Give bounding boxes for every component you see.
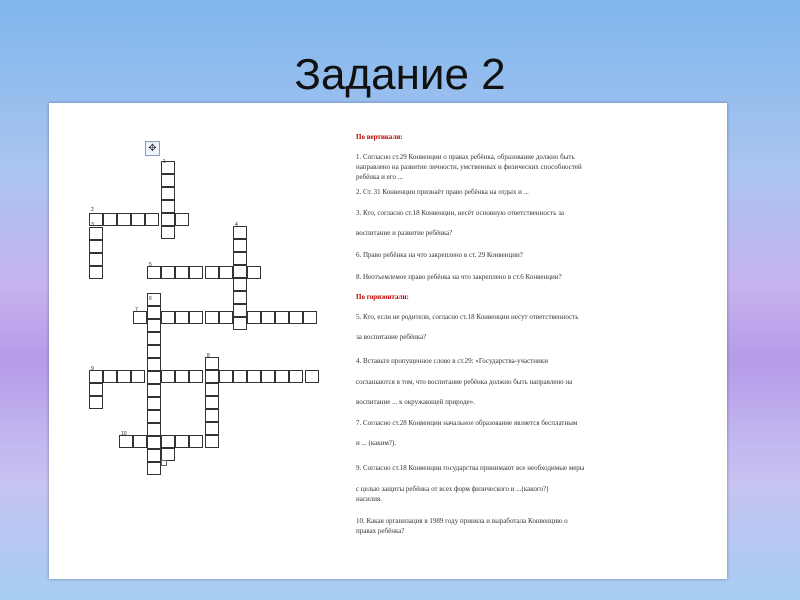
clue-number-label: 4 — [235, 222, 238, 228]
clue-number-label: 9 — [91, 366, 94, 372]
crossword-cell — [145, 213, 159, 226]
crossword-cell — [233, 304, 247, 317]
clue-text: 10. Какая организация в 1989 году приняла и выработала Конвенцию о — [356, 517, 568, 525]
crossword-cell — [205, 409, 219, 422]
crossword-cell — [233, 317, 247, 330]
move-icon[interactable]: ✥ — [145, 141, 160, 156]
crossword-cell — [189, 311, 203, 324]
clue-text: правах ребёнка? — [356, 527, 405, 535]
crossword-cell — [275, 370, 289, 383]
crossword-cell — [161, 200, 175, 213]
crossword-cell — [131, 213, 145, 226]
crossword-cell — [161, 174, 175, 187]
clue-text: насилия. — [356, 495, 382, 503]
clue-number-label: 3 — [91, 222, 94, 228]
crossword-cell — [175, 213, 189, 226]
crossword-cell — [205, 370, 219, 383]
crossword-cell — [261, 311, 275, 324]
clue-text: 7. Согласно ст.28 Конвенции начальное образование является бесплатным — [356, 419, 578, 427]
crossword-cell — [147, 384, 161, 397]
crossword-cell — [147, 345, 161, 358]
crossword-cell — [305, 370, 319, 383]
crossword-cell — [261, 370, 275, 383]
crossword-cell — [205, 311, 219, 324]
crossword-cell — [147, 410, 161, 423]
crossword-cell — [205, 435, 219, 448]
crossword-cell — [205, 422, 219, 435]
clue-text: 9. Согласно ст.18 Конвенции государства принимают все необходимые меры — [356, 464, 585, 472]
crossword-cell — [147, 332, 161, 345]
crossword-cell — [233, 370, 247, 383]
crossword-cell — [233, 291, 247, 304]
clue-number-label: 7 — [135, 307, 138, 313]
worksheet-image — [49, 103, 727, 579]
crossword-cell — [161, 266, 175, 279]
anchor-box — [161, 460, 167, 466]
crossword-cell — [147, 449, 161, 462]
clue-text: направлено на развитие личности, умственных и физических способностей — [356, 163, 582, 171]
crossword-cell — [89, 253, 103, 266]
crossword-cell — [189, 435, 203, 448]
clue-text: и ... (каким?). — [356, 439, 396, 447]
crossword-cell — [89, 240, 103, 253]
crossword-cell — [233, 265, 247, 278]
crossword-cell — [147, 319, 161, 332]
clue-section-heading: По вертикали: — [356, 133, 403, 141]
clue-text: 8. Неотъемлемое право ребёнка на что закреплено в ст.6 Конвенции? — [356, 273, 562, 281]
crossword-cell — [289, 370, 303, 383]
crossword-cell — [219, 370, 233, 383]
clue-text: 5. Кто, если не родители, согласно ст.18 Конвенции несут ответственность — [356, 313, 579, 321]
clue-text: 2. Ст. 31 Конвенции признаёт право ребёнка на отдых и ... — [356, 188, 529, 196]
clue-number-label: 2 — [91, 207, 94, 213]
crossword-cell — [161, 370, 175, 383]
crossword-cell — [89, 383, 103, 396]
crossword-cell — [117, 213, 131, 226]
crossword-cell — [161, 187, 175, 200]
crossword-cell — [175, 435, 189, 448]
crossword-cell — [147, 397, 161, 410]
crossword-cell — [219, 311, 233, 324]
clue-number-label: 6 — [149, 296, 152, 302]
clue-text: воспитание и развитие ребёнка? — [356, 229, 453, 237]
crossword-cell — [161, 435, 175, 448]
crossword-cell — [189, 266, 203, 279]
crossword-cell — [189, 370, 203, 383]
crossword-cell — [233, 278, 247, 291]
crossword-cell — [133, 435, 147, 448]
crossword-cell — [175, 370, 189, 383]
crossword-cell — [117, 370, 131, 383]
crossword-cell — [103, 370, 117, 383]
crossword-cell — [147, 371, 161, 384]
crossword-cell — [247, 311, 261, 324]
crossword-cell — [175, 266, 189, 279]
crossword-cell — [147, 423, 161, 436]
clue-number-label: 5 — [149, 262, 152, 268]
crossword-cell — [147, 462, 161, 475]
crossword-cell — [147, 306, 161, 319]
clue-section-heading: По горизонтали: — [356, 293, 409, 301]
crossword-cell — [205, 266, 219, 279]
crossword-cell — [147, 358, 161, 371]
crossword-cell — [161, 311, 175, 324]
clue-text: 6. Право ребёнка на что закреплено в ст. 29 Конвенции? — [356, 251, 523, 259]
crossword-cell — [161, 226, 175, 239]
crossword-cell — [205, 396, 219, 409]
clue-text: воспитание ... к окружающей природе». — [356, 398, 475, 406]
clue-text: за воспитание ребёнка? — [356, 333, 427, 341]
clue-text: соглашаются в том, что воспитание ребёнка должно быть направлено на — [356, 378, 573, 386]
crossword-cell — [247, 266, 261, 279]
clue-number-label: 1 — [163, 159, 166, 165]
clue-text: с целью защиты ребёнка от всех форм физического и ...(какого?) — [356, 485, 549, 493]
clue-text: ребёнка и его ... — [356, 173, 403, 181]
crossword-cell — [289, 311, 303, 324]
crossword-cell — [219, 266, 233, 279]
clue-text: 3. Кто, согласно ст.18 Конвенции, несёт основную ответственность за — [356, 209, 565, 217]
crossword-cell — [275, 311, 289, 324]
slide-title: Задание 2 — [294, 50, 506, 99]
crossword-cell — [131, 370, 145, 383]
crossword-cell — [89, 227, 103, 240]
clue-text: 4. Вставьте пропущенное слово в ст.29: «Государства-участники — [356, 357, 548, 365]
crossword-cell — [89, 266, 103, 279]
crossword-cell — [233, 239, 247, 252]
clue-text: 1. Согласно ст.29 Конвенции о правах ребёнка, образование должно быть — [356, 153, 575, 161]
crossword-cell — [89, 396, 103, 409]
crossword-cell — [233, 252, 247, 265]
crossword-cell — [103, 213, 117, 226]
crossword-cell — [303, 311, 317, 324]
crossword-cell — [175, 311, 189, 324]
crossword-cell — [247, 370, 261, 383]
clue-number-label: 8 — [207, 353, 210, 359]
crossword-cell — [161, 213, 175, 226]
clue-number-label: 10 — [121, 431, 127, 437]
crossword-cell — [147, 436, 161, 449]
crossword-cell — [205, 383, 219, 396]
